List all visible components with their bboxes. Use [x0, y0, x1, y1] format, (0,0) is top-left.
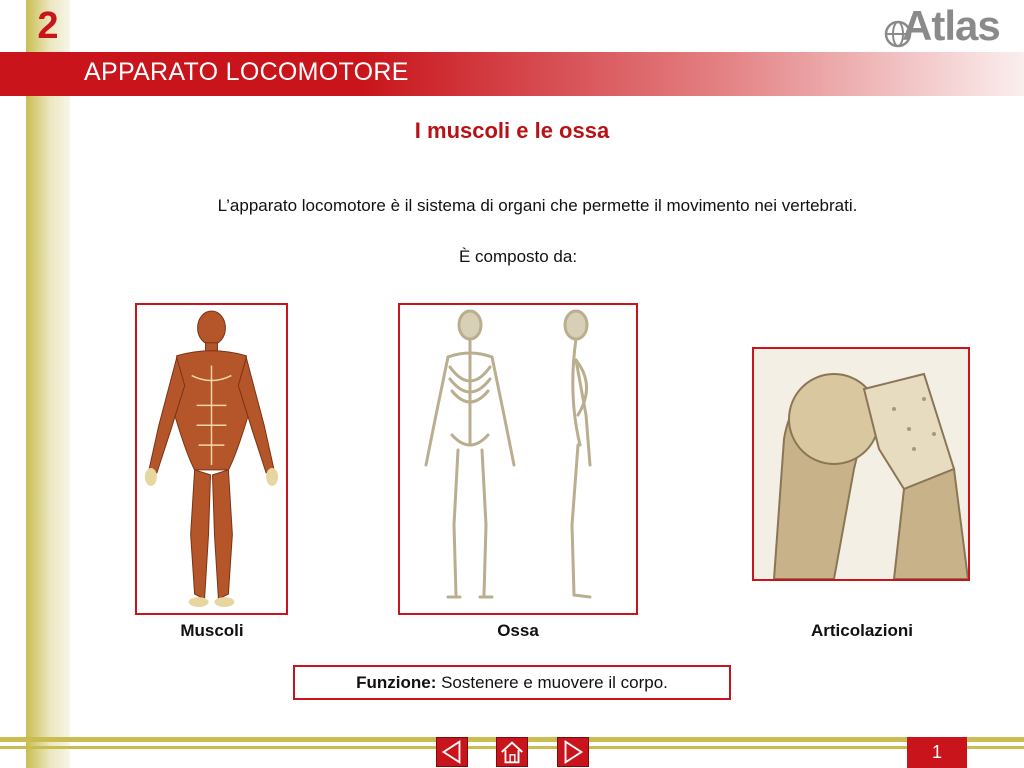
muscular-body-illustration — [137, 305, 286, 613]
slide-subtitle: I muscoli e le ossa — [414, 118, 610, 143]
next-button[interactable] — [557, 737, 589, 767]
caption-muscoli: Muscoli — [180, 621, 244, 640]
home-button[interactable] — [496, 737, 528, 767]
caption-articolazioni: Articolazioni — [810, 621, 913, 640]
house-icon — [497, 738, 527, 766]
triangle-left-icon — [437, 738, 467, 766]
skeleton-illustration — [400, 305, 636, 613]
shoulder-joint-illustration — [754, 349, 968, 579]
caption-ossa: Ossa — [497, 621, 539, 640]
muscles-image — [135, 303, 288, 615]
page-number: 1 — [907, 737, 967, 768]
triangle-right-icon — [558, 738, 588, 766]
function-text: Sostenere e muovere il corpo. — [436, 673, 668, 692]
intro-text: L’apparato locomotore è il sistema di organi che permette il movimento nei vertebrati. — [217, 196, 858, 215]
function-box — [293, 665, 731, 700]
logo-text: Atlas — [902, 2, 1000, 49]
composed-of-text: È composto da: — [458, 247, 578, 266]
prev-button[interactable] — [436, 737, 468, 767]
header-title: APPARATO LOCOMOTORE — [84, 58, 409, 86]
side-strip — [26, 0, 70, 768]
bones-image — [398, 303, 638, 615]
function-label: Funzione: — [356, 673, 437, 692]
chapter-number: 2 — [37, 5, 59, 47]
joints-image — [752, 347, 970, 581]
